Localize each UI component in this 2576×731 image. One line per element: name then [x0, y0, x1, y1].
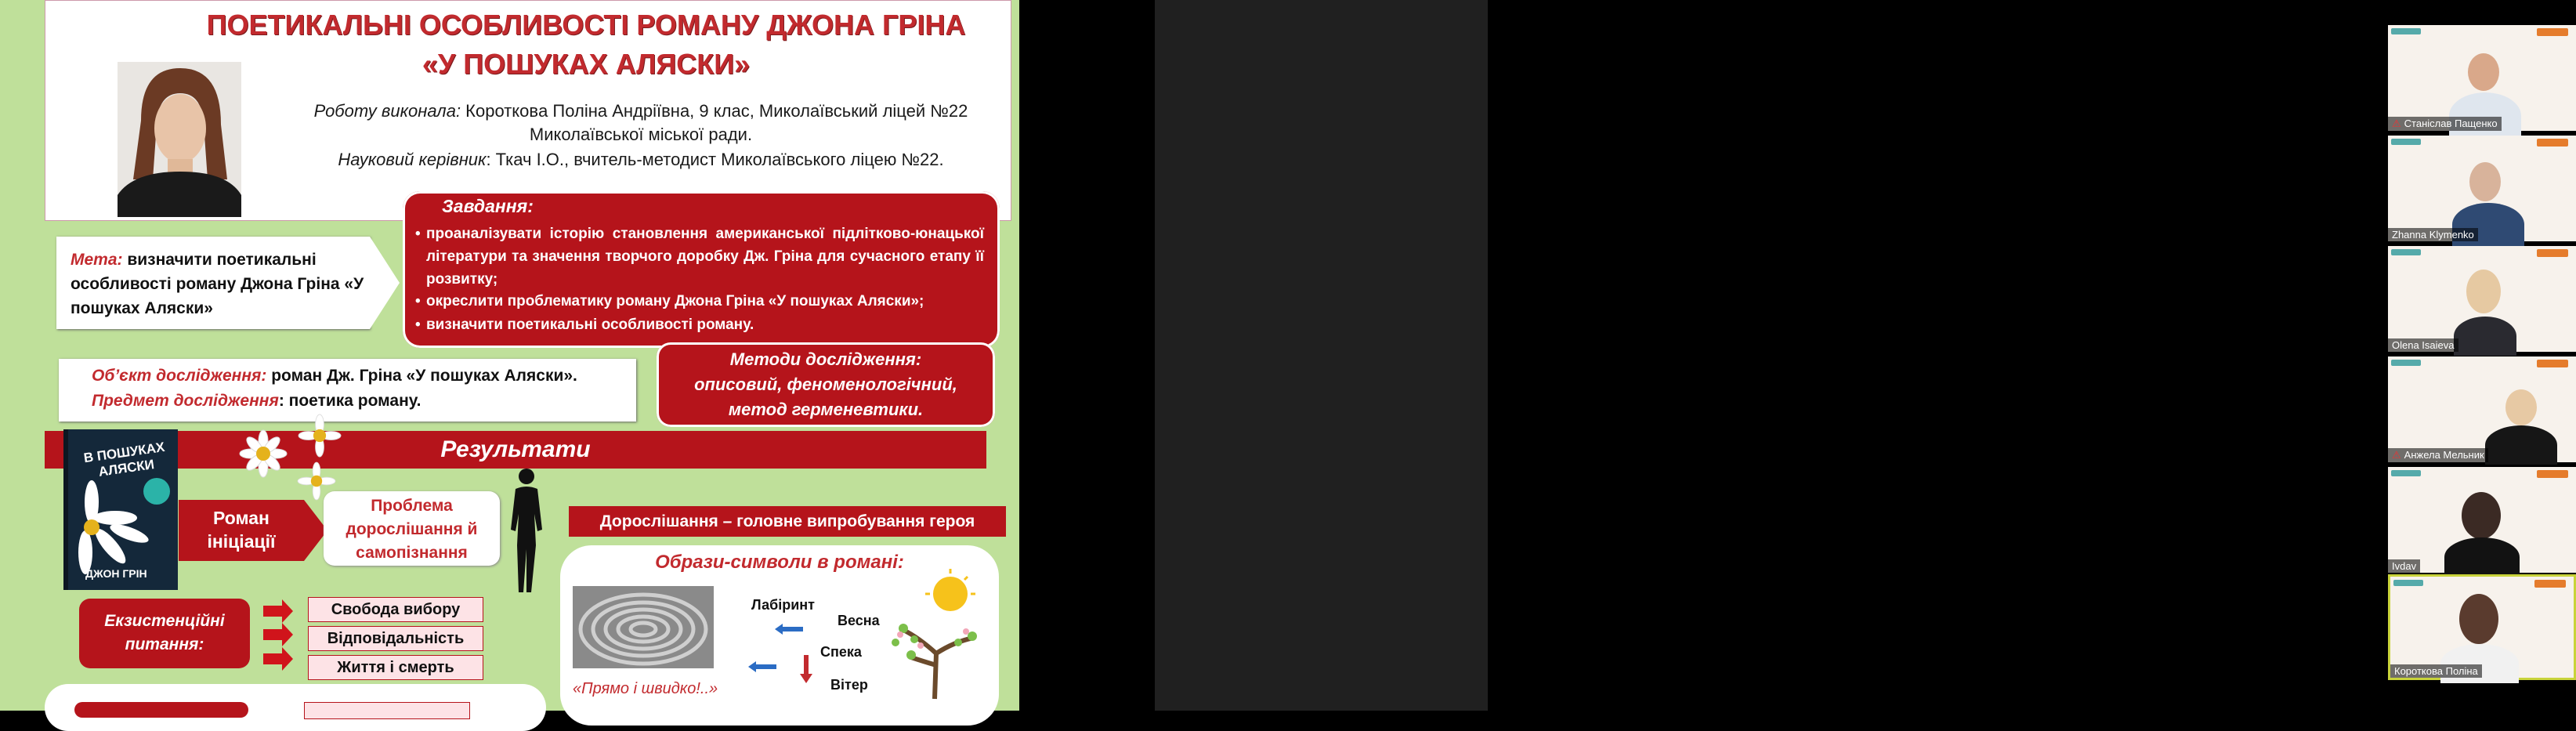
- symbol-spring: Весна: [838, 613, 880, 628]
- organization-logo: [2537, 139, 2568, 147]
- problem-line-3: самопізнання: [356, 544, 468, 562]
- participant-video: [2505, 389, 2537, 425]
- author-line: [280, 101, 1001, 121]
- exist-item: Свобода вибору: [308, 597, 483, 622]
- participant-video: [2466, 270, 2501, 313]
- roman-line-1: Роман: [213, 508, 270, 528]
- organization-logo: [2537, 360, 2568, 367]
- participant-name-text: Olena Isaieva: [2392, 339, 2455, 351]
- roman-box: [179, 500, 304, 561]
- subject-label: Предмет дослідження: [92, 392, 279, 410]
- book-author: ДЖОН ГРІН: [85, 567, 147, 580]
- subject-text: : поетика роману.: [278, 392, 421, 410]
- bottom-red-box: [74, 702, 248, 718]
- tasks-panel: [403, 191, 1000, 348]
- growing-banner: Дорослішання – головне випробування героя: [569, 506, 1006, 537]
- participant-name: [2388, 559, 2420, 573]
- participant-name: [2390, 664, 2482, 678]
- organization-logo: [2537, 470, 2568, 478]
- screen-share-margin: [1019, 0, 1155, 711]
- organization-logo: [2534, 580, 2566, 588]
- organization-logo: [2537, 249, 2568, 257]
- participant-tile[interactable]: [2388, 356, 2576, 462]
- participant-tile[interactable]: [2388, 246, 2576, 352]
- participant-name-text: Zhanna Klymenko: [2392, 229, 2474, 241]
- mic-muted-icon: ⚠: [2392, 118, 2401, 129]
- participant-tile[interactable]: [2388, 467, 2576, 573]
- book-title: В ПОШУКАХ АЛЯСКИ: [82, 439, 166, 479]
- methods-line-1: Методи дослідження:: [729, 349, 922, 369]
- arrow-left-icon: [775, 624, 803, 635]
- quote-text: «Прямо і швидко!..»: [573, 680, 718, 697]
- participant-body: [2449, 92, 2521, 139]
- arrow-right-icon: [263, 606, 282, 617]
- labyrinth-image: [573, 586, 714, 668]
- participant-video: [2459, 594, 2498, 644]
- participant-name-text: Ivdav: [2392, 560, 2417, 572]
- existential-box: [79, 599, 250, 668]
- school-logo: [2391, 249, 2421, 255]
- participant-name-text: Анжела Мельник: [2404, 449, 2484, 461]
- exist-item: Життя і смерть: [308, 655, 483, 680]
- slide-title-line-1: ПОЕТИКАЛЬНІ ОСОБЛИВОСТІ РОМАНУ ДЖОНА ГРІНА: [206, 9, 966, 41]
- school-logo: [2391, 360, 2421, 366]
- participant-body: [2454, 317, 2516, 356]
- author-label: Роботу виконала:: [313, 101, 461, 121]
- object-text: роман Дж. Гріна «У пошуках Аляски».: [266, 367, 577, 385]
- mic-muted-icon: ⚠: [2392, 449, 2401, 461]
- school-logo: [2391, 28, 2421, 34]
- organization-logo: [2537, 28, 2568, 36]
- participant-name: [2388, 117, 2502, 131]
- participant-tile[interactable]: [2388, 136, 2576, 241]
- arrow-right-icon: [263, 629, 282, 640]
- object-line: [92, 367, 577, 385]
- title-panel: [45, 0, 1011, 221]
- author-photo: [118, 62, 241, 217]
- goal-arrow-shape: [370, 237, 400, 329]
- daisy-icon: [68, 484, 147, 570]
- participant-gallery: [1155, 0, 2498, 711]
- goal-panel: [56, 237, 370, 329]
- symbol-heat: Спека: [820, 644, 862, 660]
- shared-slide: [0, 0, 1019, 711]
- bottom-item: [304, 702, 470, 719]
- results-banner: Результати: [45, 431, 986, 469]
- arrow-down-icon: [800, 655, 812, 683]
- participant-body: [2444, 537, 2520, 577]
- arrow-left-icon: [748, 661, 776, 672]
- task-item: • визначити поетикальні особливості роману.: [426, 313, 984, 336]
- problem-box: [324, 491, 500, 566]
- goal-label: Мета:: [71, 251, 123, 269]
- school-logo: [2391, 470, 2421, 476]
- participant-name-text: Станіслав Пащенко: [2404, 118, 2498, 129]
- tasks-title: Завдання:: [442, 196, 534, 216]
- symbols-title: Образи-символи в романі:: [655, 552, 904, 573]
- participant-video: [2469, 162, 2501, 201]
- daisy-flowers-decoration: [232, 411, 349, 505]
- task-item: • окреслити проблематику роману Джона Гріна «У пошуках Аляски»;: [426, 290, 984, 313]
- participant-video: [2462, 492, 2501, 539]
- participant-name: [2388, 448, 2488, 462]
- author-text: Коротковa Поліна Андріївна, 9 клас, Миколаївський ліцей №22: [461, 101, 968, 121]
- exist-line-1: Екзистенційні: [104, 612, 225, 630]
- participant-name: [2388, 338, 2458, 352]
- school-logo: [2393, 580, 2423, 586]
- roman-line-2: ініціації: [207, 531, 276, 552]
- arrow-right-icon: [263, 653, 282, 664]
- exist-line-2: питання:: [125, 635, 204, 653]
- participant-name: [2388, 228, 2478, 241]
- book-cover: [63, 429, 178, 590]
- methods-line-3: метод герменевтики.: [728, 400, 924, 419]
- methods-panel: [657, 342, 995, 427]
- subject-line: [92, 392, 421, 411]
- participant-body: [2485, 425, 2557, 465]
- exist-item: Відповідальність: [308, 626, 483, 651]
- object-label: Об’єкт дослідження:: [92, 367, 267, 385]
- symbol-labyrinth: Лабіринт: [751, 597, 815, 613]
- problem-line-1: Проблема: [371, 497, 453, 515]
- goal-text-block: [71, 248, 368, 320]
- slide-title-line-2: «У ПОШУКАХ АЛЯСКИ»: [421, 48, 751, 80]
- participant-tile-active-speaker[interactable]: [2388, 574, 2576, 680]
- author-line-2: Миколаївської міської ради.: [529, 125, 753, 144]
- supervisor-line: [280, 150, 1001, 170]
- symbol-wind: Вітер: [830, 677, 868, 693]
- supervisor-label: Науковий керівник: [338, 150, 487, 169]
- school-logo: [2391, 139, 2421, 145]
- supervisor-text: : Ткач І.О., вчитель-методист Миколаївського ліцею №22.: [486, 150, 944, 169]
- participant-name-text: Короткова Поліна: [2394, 665, 2478, 677]
- person-silhouette: [503, 467, 550, 596]
- book-badge: [143, 478, 170, 505]
- goal-text: визначити поетикальні особливості роману Джона Гріна «У пошуках Аляски»: [71, 251, 364, 317]
- symbols-panel: [560, 545, 999, 726]
- participant-video: [2468, 53, 2499, 91]
- tree-sun-image: [880, 567, 990, 700]
- methods-line-2: описовий, феноменологічний,: [694, 375, 957, 394]
- participant-tile[interactable]: [2388, 25, 2576, 131]
- problem-line-2: дорослішання й: [346, 520, 478, 538]
- task-item: • проаналізувати історію становлення американської підлітково-юнацької літератури та значення творчого доробку Дж. Гріна для сучасного етапу її розвитку;: [426, 223, 984, 291]
